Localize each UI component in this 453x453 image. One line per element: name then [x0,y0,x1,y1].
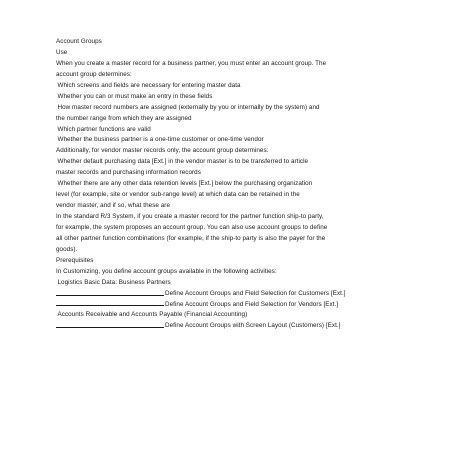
standard-system-text: all other partner function combinations (for example, if the ship-to party is also the payer for the [56,234,326,242]
list-item-continuation: master records and purchasing information records [56,169,201,177]
list-item: Whether the business partner is a one-time customer or one-time vendor [57,136,264,144]
logistics-heading: Logistics Basic Data: Business Partners [57,278,171,286]
activity-link[interactable]: Define Account Groups with Screen Layout (Customers) [Ext.] [165,322,341,330]
vendor-intro-text: Additionally, for vendor master records only, the account group determines: [56,147,269,155]
path-rule [56,327,164,328]
intro-text: When you create a master record for a business partner, you must enter an account group. The [56,59,327,67]
customizing-activity-vendors [56,300,396,311]
document-body [56,37,396,332]
list-item: How master record numbers are assigned (externally by you or internally by the system) and [57,103,320,111]
customizing-activity-customers [56,289,396,300]
activity-link[interactable]: Define Account Groups and Field Selection for Vendors [Ext.] [165,300,339,308]
standard-system-text: In the standard R/3 System, if you create a master record for the partner function ship-to party, [56,213,324,220]
use-heading: Use [56,48,68,56]
list-item: Whether there are any other data retention levels [Ext.] below the purchasing organization [57,180,313,188]
prerequisites-heading: Prerequisites [56,256,94,264]
standard-system-text: goods). [56,245,78,253]
activity-link[interactable]: Define Account Groups and Field Selection for Customers [Ext.] [165,289,346,297]
list-item-continuation: level (for example, site or vendor sub-range level) at which data can be retained in the [56,191,300,199]
list-item: Which screens and fields are necessary for entering master data [57,81,241,89]
customizing-text: In Customizing, you define account groups available in the following activities: [56,267,277,275]
standard-system-text: for example, the system proposes an account group. You can also use account groups to define [56,223,328,231]
list-item: Which partner functions are valid [57,125,151,133]
path-rule [56,305,164,306]
list-item: Whether default purchasing data [Ext.] in the vendor master is to be transferred to article [57,158,309,166]
list-item-continuation: the number range from which they are assigned [56,114,192,122]
ar-ap-heading: Accounts Receivable and Accounts Payable (Financial Accounting) [57,311,248,319]
list-item: Whether you can or must make an entry in these fields [57,92,213,100]
path-rule [56,295,164,296]
intro-text: account group determines: [56,70,132,78]
customizing-activity-screen-layout [56,321,396,332]
list-item-continuation: vendor master, and if so, what these are [56,202,171,210]
document-title: Account Groups [56,38,102,45]
